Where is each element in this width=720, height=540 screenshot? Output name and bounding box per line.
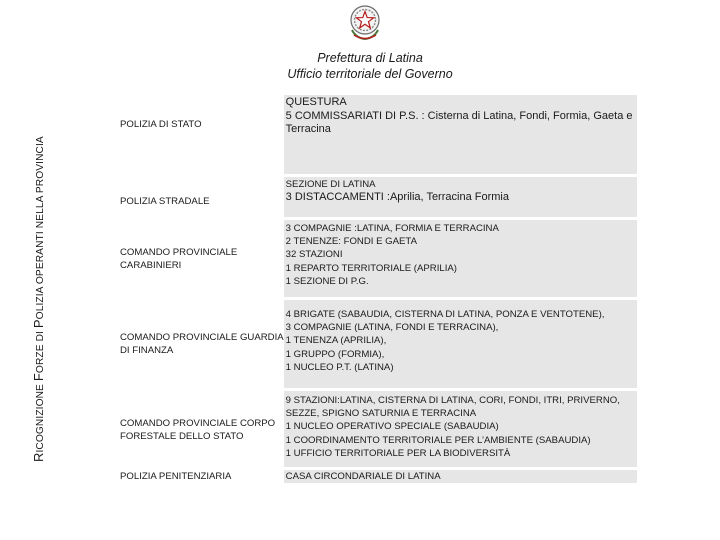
- office-name: Ufficio territoriale del Governo: [287, 67, 453, 81]
- entity-name: POLIZIA DI STATO: [120, 119, 202, 130]
- detail-line: 3 DISTACCAMENTI :Aprilia, Terracina Formia: [285, 191, 509, 204]
- entity-name: POLIZIA PENITENZIARIA: [120, 471, 232, 482]
- police-forces-table: [117, 95, 637, 483]
- detail-cell: [284, 391, 637, 467]
- detail-cell: [284, 95, 637, 174]
- entity-cell: [117, 391, 284, 467]
- entity-name: COMANDO PROVINCIALE: [120, 247, 238, 258]
- entity-name: DI FINANZA: [120, 345, 174, 357]
- entity-cell: [117, 95, 284, 174]
- detail-line: 5 COMMISSARIATI DI P.S. : Cisterna di Latina, Fondi, Formia, Gaeta e: [285, 109, 633, 122]
- detail-cell: [284, 177, 637, 217]
- title-part-1: ICOGNIZIONE: [35, 381, 46, 453]
- prefecture-name: Prefettura di Latina: [317, 51, 423, 65]
- table-row: [117, 470, 637, 483]
- entity-name: COMANDO PROVINCIALE GUARDIA: [120, 332, 284, 343]
- table-row: [117, 220, 637, 297]
- entity-name: POLIZIA STRADALE: [120, 196, 210, 207]
- detail-line: 32 STAZIONI: [285, 249, 343, 261]
- detail-line: Terracina: [285, 123, 331, 136]
- entity-cell: [117, 300, 284, 388]
- table-row: [117, 391, 637, 467]
- document-header: [270, 50, 470, 82]
- detail-line: SEZZE, SPIGNO SATURNIA E TERRACINA: [285, 408, 477, 420]
- title-initial-f: F: [31, 373, 46, 382]
- vertical-page-title: [29, 77, 49, 462]
- detail-line: 3 COMPAGNIE :LATINA, FORMIA E TERRACINA: [285, 223, 499, 234]
- detail-line: 1 GRUPPO (FORMIA),: [285, 348, 385, 360]
- detail-line: 9 STAZIONI:LATINA, CISTERNA DI LATINA, CORI, FONDI, ITRI, PRIVERNO,: [285, 395, 620, 406]
- detail-line: 2 TENENZE: FONDI E GAETA: [285, 236, 417, 248]
- detail-cell: [284, 470, 637, 483]
- entity-name: COMANDO PROVINCIALE CORPO: [120, 418, 276, 429]
- table-row: [117, 300, 637, 388]
- detail-line: 1 SEZIONE DI P.G.: [285, 275, 369, 287]
- entity-cell: [117, 220, 284, 297]
- detail-line: 1 NUCLEO P.T. (LATINA): [285, 361, 394, 373]
- table-row: [117, 95, 637, 174]
- detail-line: 1 REPARTO TERRITORIALE (APRILIA): [285, 262, 457, 274]
- entity-name: FORESTALE DELLO STATO: [120, 431, 244, 443]
- detail-line: SEZIONE DI LATINA: [285, 179, 376, 190]
- detail-line: 3 COMPAGNIE (LATINA, FONDI E TERRACINA),: [285, 322, 499, 334]
- italian-republic-emblem: [346, 2, 384, 42]
- title-part-3: OLIZIA OPERANTI NELLA PROVINCIA: [35, 136, 46, 320]
- detail-line: 1 UFFICIO TERRITORIALE PER LA BIODIVERSITÀ: [285, 447, 511, 459]
- detail-cell: [284, 220, 637, 297]
- detail-line: 4 BRIGATE (SABAUDIA, CISTERNA DI LATINA, PONZA E VENTOTENE),: [285, 309, 605, 320]
- detail-line: 1 TENENZA (APRILIA),: [285, 335, 387, 347]
- detail-line: 1 COORDINAMENTO TERRITORIALE PER L’AMBIENTE (SABAUDIA): [285, 434, 591, 446]
- detail-line: CASA CIRCONDARIALE DI LATINA: [285, 471, 441, 482]
- detail-line: QUESTURA: [285, 96, 347, 108]
- entity-cell: [117, 470, 284, 483]
- title-initial-p: P: [31, 319, 46, 329]
- table-row: [117, 177, 637, 217]
- detail-cell: [284, 300, 637, 388]
- entity-name: CARABINIERI: [120, 260, 182, 272]
- detail-line: 1 NUCLEO OPERATIVO SPECIALE (SABAUDIA): [285, 421, 499, 433]
- title-initial-r: R: [31, 452, 46, 462]
- entity-cell: [117, 177, 284, 217]
- title-part-2: ORZE DI: [35, 328, 46, 374]
